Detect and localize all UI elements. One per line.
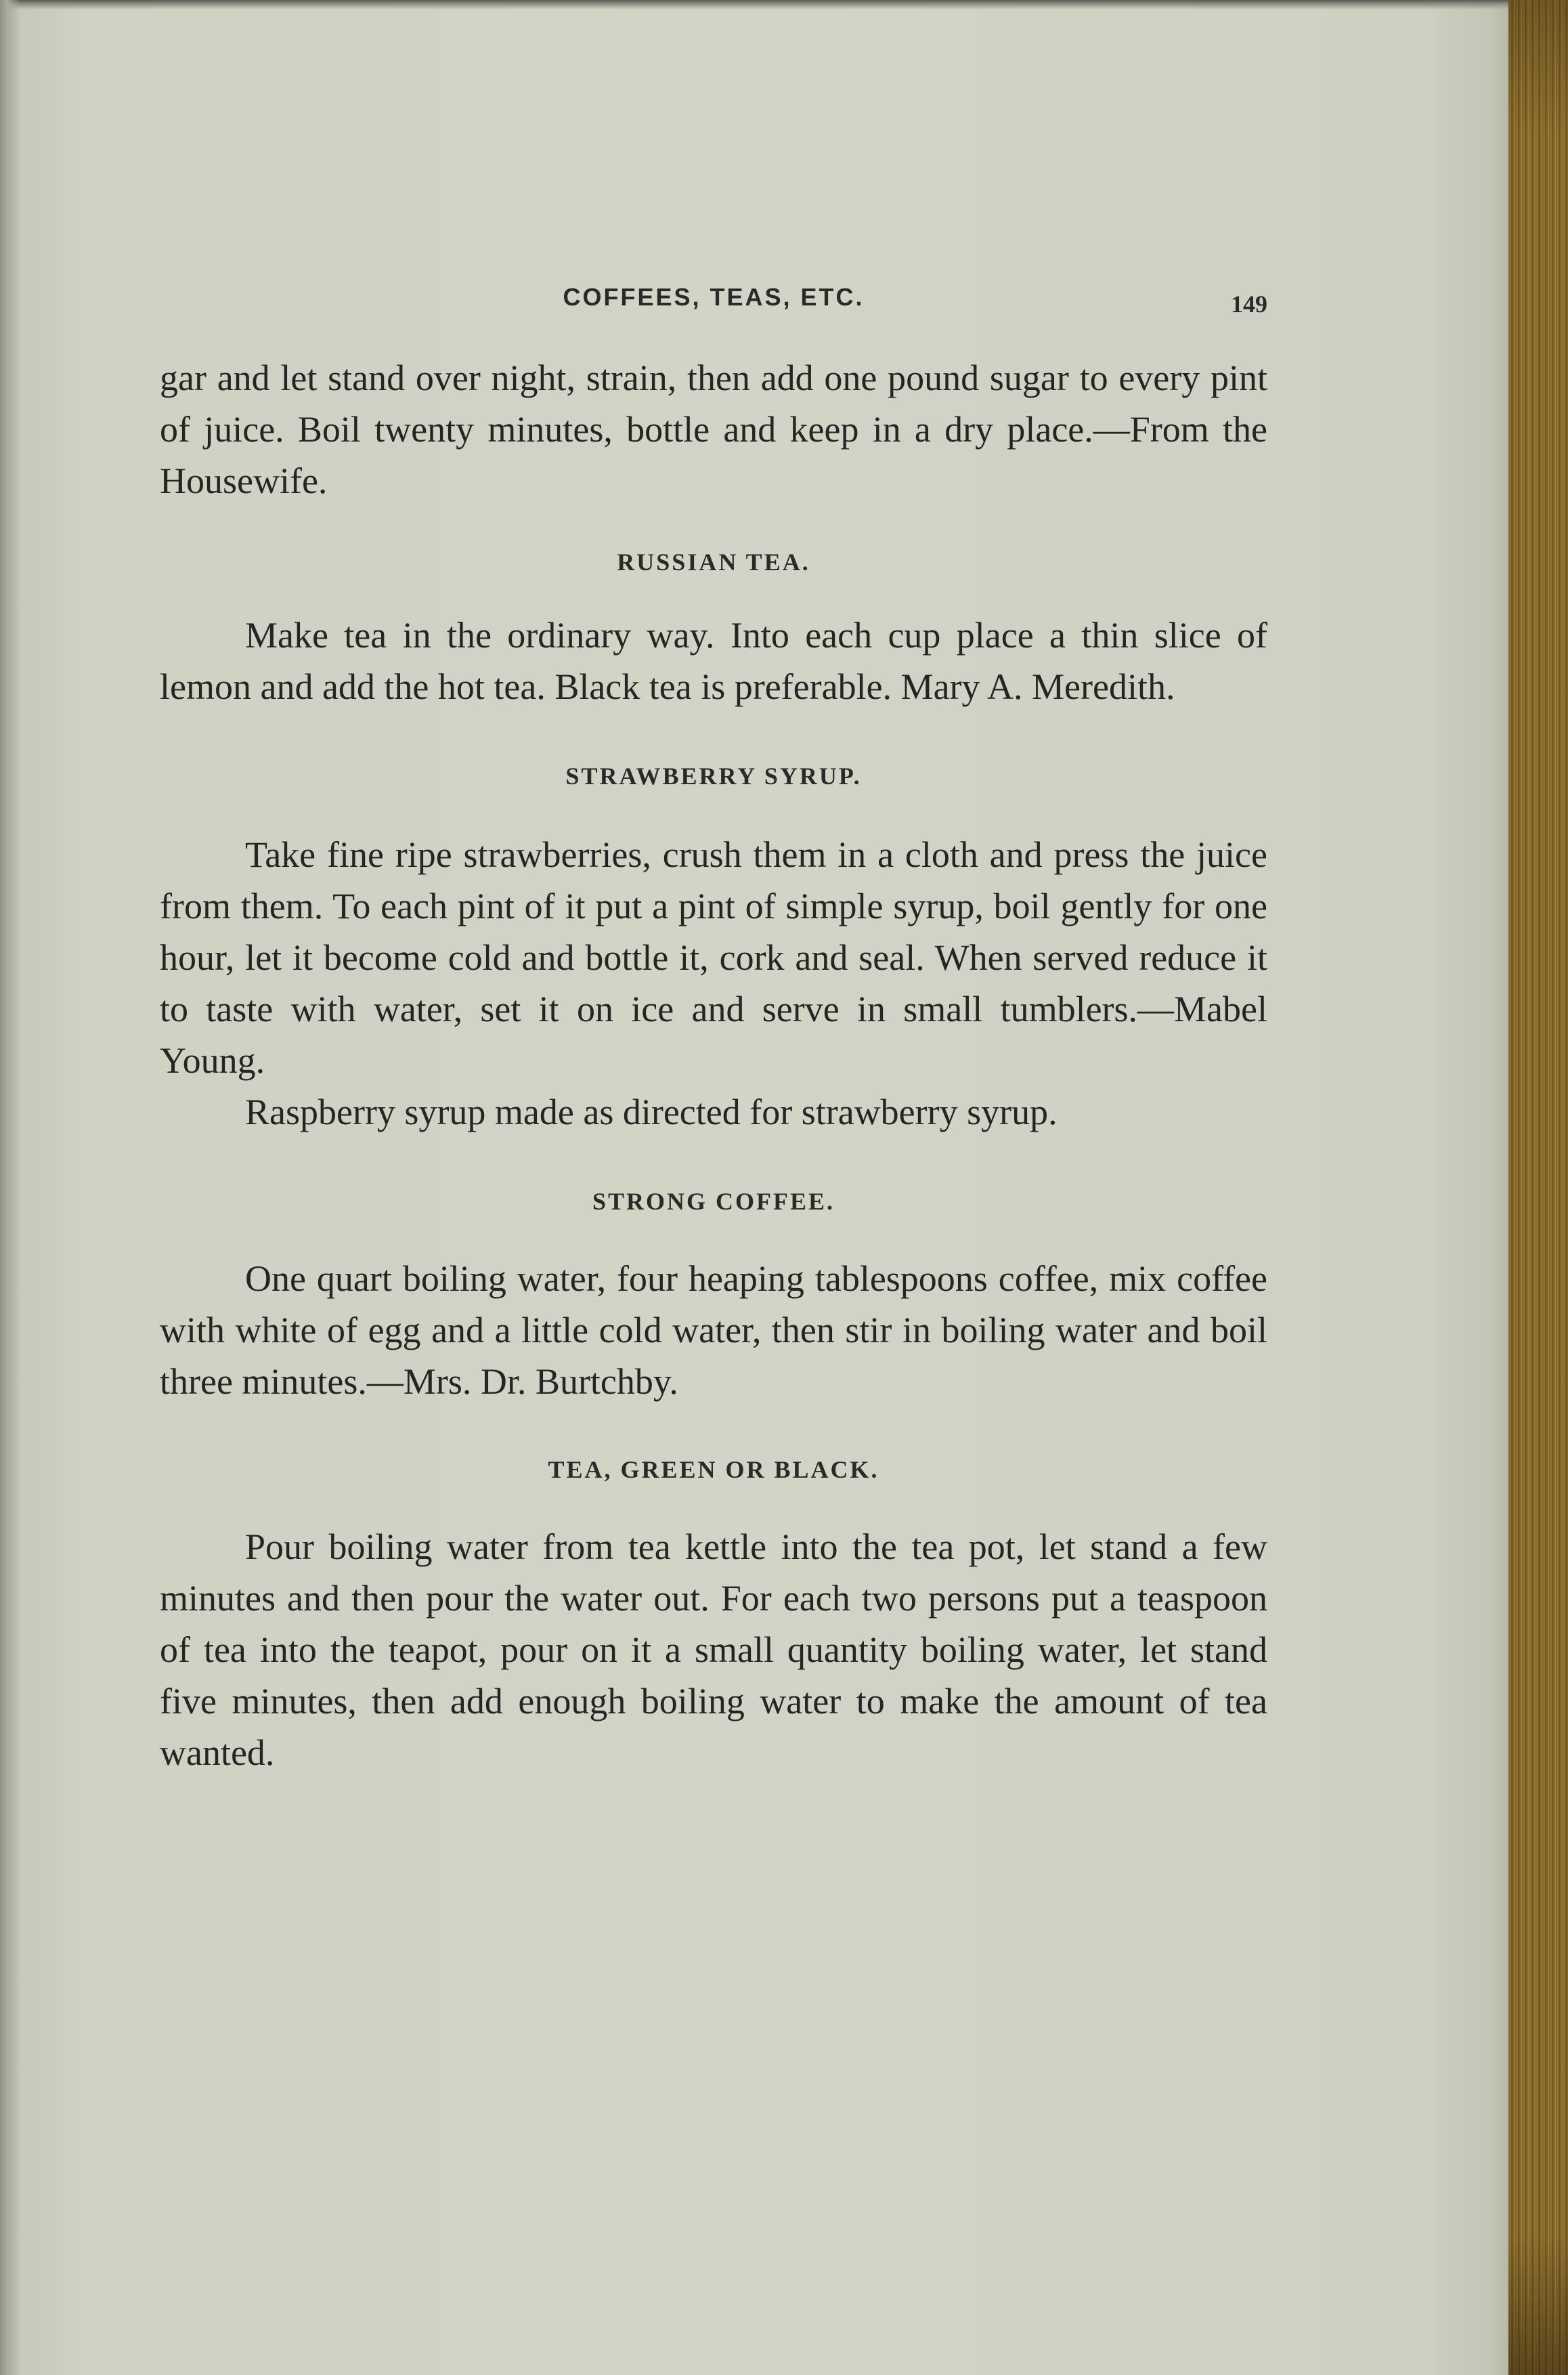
running-head: COFFEES, TEAS, ETC. (563, 283, 865, 311)
recipe-body-tea-green-or-black: Pour boiling water from tea kettle into the tea pot, let stand a few minutes and then pour the water out. For each two persons put a teaspoon of tea into the teapot, pour on it a small quantity boiling water, let stand five minutes, then add enough boiling water to make the amount of tea wanted. (160, 1526, 1267, 1773)
page-header (160, 283, 1267, 324)
page-content (160, 352, 1267, 1778)
recipe-title-tea-green-or-black: TEA, GREEN OR BLACK. (548, 1456, 879, 1483)
recipe-title-strawberry-syrup: STRAWBERRY SYRUP. (565, 763, 862, 790)
top-shadow (0, 0, 1568, 9)
recipe-body-strong-coffee: One quart boiling water, four heaping tablespoons coffee, mix coffee with white of egg and a little cold water, then stir in boiling water and boil three minutes.—Mrs. Dr. Burtchby. (160, 1258, 1267, 1402)
recipe-note-raspberry-syrup: Raspberry syrup made as directed for strawberry syrup. (245, 1092, 1058, 1132)
recipe-title-strong-coffee: STRONG COFFEE. (592, 1188, 835, 1215)
recipe-body-strawberry-syrup: Take fine ripe strawberries, crush them in a cloth and press the juice from them. To each pint of it put a pint of simple syrup, boil gently for one hour, let it become cold and bottle it, cork and seal. When served reduce it to taste with water, set it on ice and serve in small tumblers.—Mabel Young. (160, 834, 1267, 1081)
gutter-shadow (0, 0, 20, 2375)
recipe-body-russian-tea: Make tea in the ordinary way. Into each cup place a thin slice of lemon and add the hot tea. Black tea is preferable. Mary A. Meredith. (160, 615, 1267, 707)
recipe-title-russian-tea: RUSSIAN TEA. (617, 549, 810, 576)
page-number: 149 (1231, 291, 1267, 318)
page-edges-shade (1508, 0, 1568, 2375)
continuation-paragraph: gar and let stand over night, strain, then add one pound sugar to every pint of juice. Boil twenty minutes, bottle and keep in a dry place.—From the Housewife. (160, 358, 1267, 501)
